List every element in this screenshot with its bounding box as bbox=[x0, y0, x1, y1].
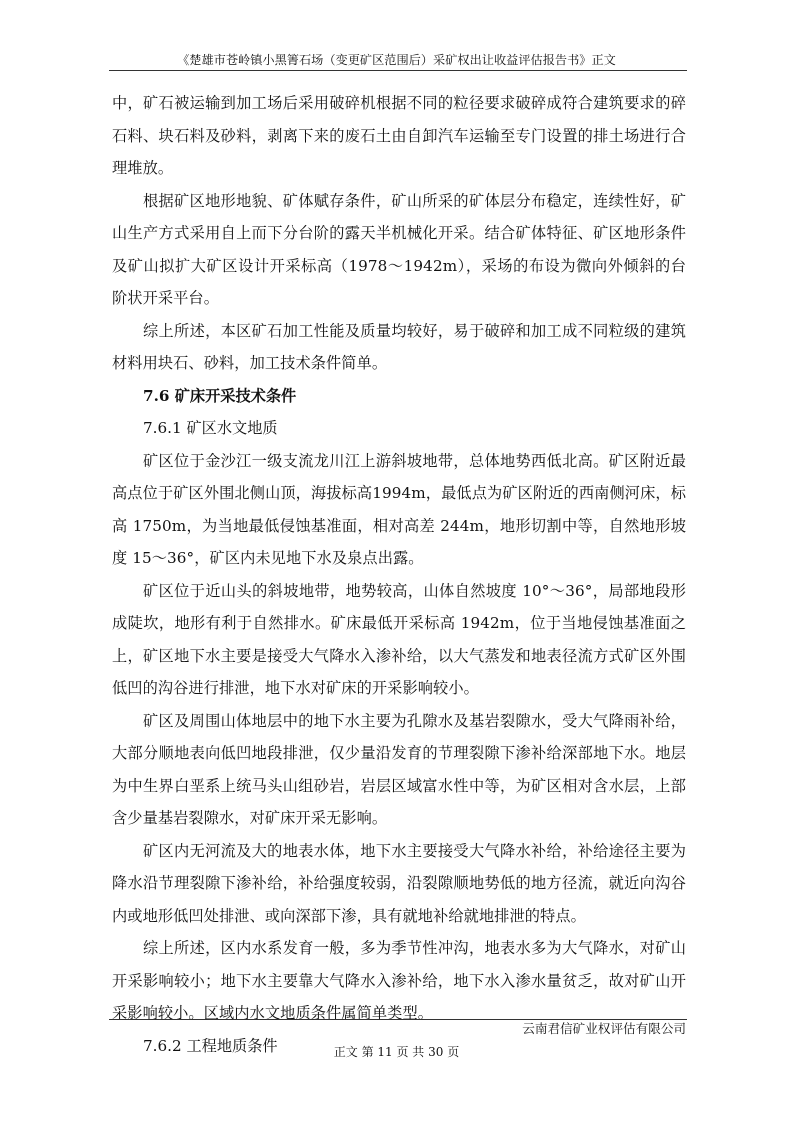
paragraph-mining-method: 根据矿区地形地貌、矿体赋存条件，矿山所采的矿体层分布稳定，连续性好，矿山生产方式采用自上而下分台阶的露天半机械化开采。结合矿体特征、矿区地形条件及矿山拟扩大矿区设计开采标高（1978～1942m），采场的布设为微向外倾斜的台阶状开采平台。 bbox=[112, 191, 686, 307]
paragraph-surface-water: 矿区内无河流及大的地表水体，地下水主要接受大气降水补给，补给途径主要为降水沿节理裂隙下渗补给，补给强度较弱，沿裂隙顺地势低的地方径流，就近向沟谷内或地形低凹处排泄、或向深部下渗，具有就地补给就地排泄的特点。 bbox=[112, 841, 686, 925]
section-heading-7-6: 7.6 矿床开采技术条件 bbox=[143, 386, 297, 405]
paragraph-drainage: 矿区位于近山头的斜坡地带，地势较高，山体自然坡度 10°～36°，局部地段形成陡坎，地形有利于自然排水。矿床最低开采标高 1942m，位于当地侵蚀基准面之上，矿区地下水主要是接受大气降水入渗补给，以大气蒸发和地表径流方式矿区外围低凹的沟谷进行排泄，地下水对矿床的开采影响较小。 bbox=[112, 581, 686, 697]
document-body bbox=[112, 87, 686, 1062]
header-divider bbox=[109, 70, 687, 71]
paragraph-topography: 矿区位于金沙江一级支流龙川江上游斜坡地带，总体地势西低北高。矿区附近最高点位于矿区外围北侧山顶，海拔标高1994m，最低点为矿区附近的西南侧河床，标高 1750m，为当地最低侵蚀基准面，相对高差 244m，地形切割中等，自然地形坡度 15～36°，矿区内未见地下水及泉点出露。 bbox=[112, 451, 686, 567]
subsection-heading-7-6-1: 7.6.1 矿区水文地质 bbox=[143, 419, 278, 437]
company-name: 云南君信矿业权评估有限公司 bbox=[522, 1021, 686, 1036]
running-header: 《楚雄市苍岭镇小黑箐石场（变更矿区范围后）采矿权出让收益评估报告书》正文 bbox=[177, 53, 616, 67]
subsection-heading-7-6-2: 7.6.2 工程地质条件 bbox=[143, 1036, 278, 1055]
paragraph-hydrogeology-summary: 综上所述，区内水系发育一般，多为季节性冲沟，地表水多为大气降水，对矿山开采影响较小；地下水主要靠大气降水入渗补给，地下水入渗水量贫乏，故对矿山开采影响较小。区域内水文地质条件属简单类型。 bbox=[112, 939, 686, 1022]
paragraph-groundwater-types: 矿区及周围山体地层中的地下水主要为孔隙水及基岩裂隙水，受大气降雨补给，大部分顺地表向低凹地段排泄，仅少量沿发育的节理裂隙下渗补给深部地下水。地层为中生界白垩系上统马头山组砂岩，岩层区域富水性中等，为矿区相对含水层，上部含少量基岩裂隙水，对矿床开采无影响。 bbox=[112, 711, 686, 827]
paragraph-processing-continued: 中，矿石被运输到加工场后采用破碎机根据不同的粒径要求破碎成符合建筑要求的碎石料、块石料及砂料，剥离下来的废石土由自卸汽车运输至专门设置的排土场进行合理堆放。 bbox=[112, 94, 686, 177]
page-number: 正文 第 11 页 共 30 页 bbox=[333, 1045, 460, 1059]
paragraph-processing-summary: 综上所述，本区矿石加工性能及质量均较好，易于破碎和加工成不同粒级的建筑材料用块石、砂料，加工技术条件简单。 bbox=[112, 321, 686, 372]
